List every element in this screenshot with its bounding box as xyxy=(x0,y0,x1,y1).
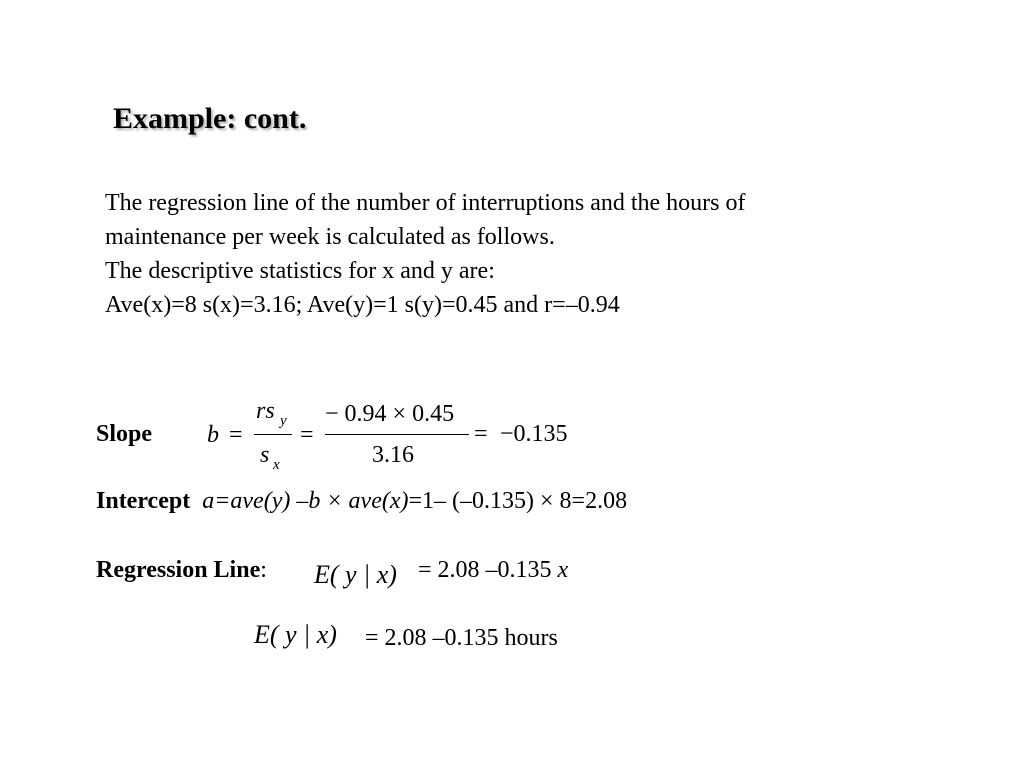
slope-equals-2: = xyxy=(300,422,314,448)
slide-title: Example: cont. xyxy=(113,102,307,135)
intercept-result: =1– (–0.135) × 8=2.08 xyxy=(408,488,628,514)
regression-label-row xyxy=(96,557,267,584)
regression-conditional-expectation: E( y | x) xyxy=(314,560,397,589)
regression-equation xyxy=(418,557,568,584)
slope-result: −0.135 xyxy=(500,421,568,447)
slope-equals-3: = xyxy=(474,421,488,447)
intercept-expression: a=ave(y) –b × ave(x) xyxy=(202,488,409,514)
slope-b: b xyxy=(207,422,219,448)
slope-numerator-values: − 0.94 × 0.45 xyxy=(325,401,455,427)
slope-numerator-subscript: y xyxy=(280,413,287,429)
regression-colon: : xyxy=(260,557,267,583)
intro-line-2: maintenance per week is calculated as follows. xyxy=(105,224,555,250)
slope-denominator-s: s xyxy=(260,442,270,468)
slope-label: Slope xyxy=(96,421,153,447)
intercept-label: Intercept xyxy=(96,488,191,514)
regression-hours-equation: = 2.08 –0.135 hours xyxy=(365,625,558,651)
slope-numerator-rs: rs xyxy=(256,398,275,424)
slope-denominator-value: 3.16 xyxy=(372,442,414,468)
slope-fraction-bar-2 xyxy=(325,434,469,435)
slope-equals-1: = xyxy=(229,422,243,448)
regression-rhs: = 2.08 –0.135 xyxy=(418,557,558,583)
slope-denominator-subscript: x xyxy=(273,457,280,473)
slope-fraction-bar-1 xyxy=(254,434,292,435)
intro-paragraph xyxy=(105,186,746,322)
intro-line-3: The descriptive statistics for x and y are: xyxy=(105,258,495,284)
regression-rhs-variable: x xyxy=(557,557,569,583)
regression-hours-conditional-expectation: E( y | x) xyxy=(254,620,337,649)
descriptive-statistics-line: Ave(x)=8 s(x)=3.16; Ave(y)=1 s(y)=0.45 and r=–0.94 xyxy=(105,292,620,318)
regression-line-label: Regression Line xyxy=(96,557,261,583)
intercept-row xyxy=(96,488,627,515)
intro-line-1: The regression line of the number of interruptions and the hours of xyxy=(105,190,746,216)
